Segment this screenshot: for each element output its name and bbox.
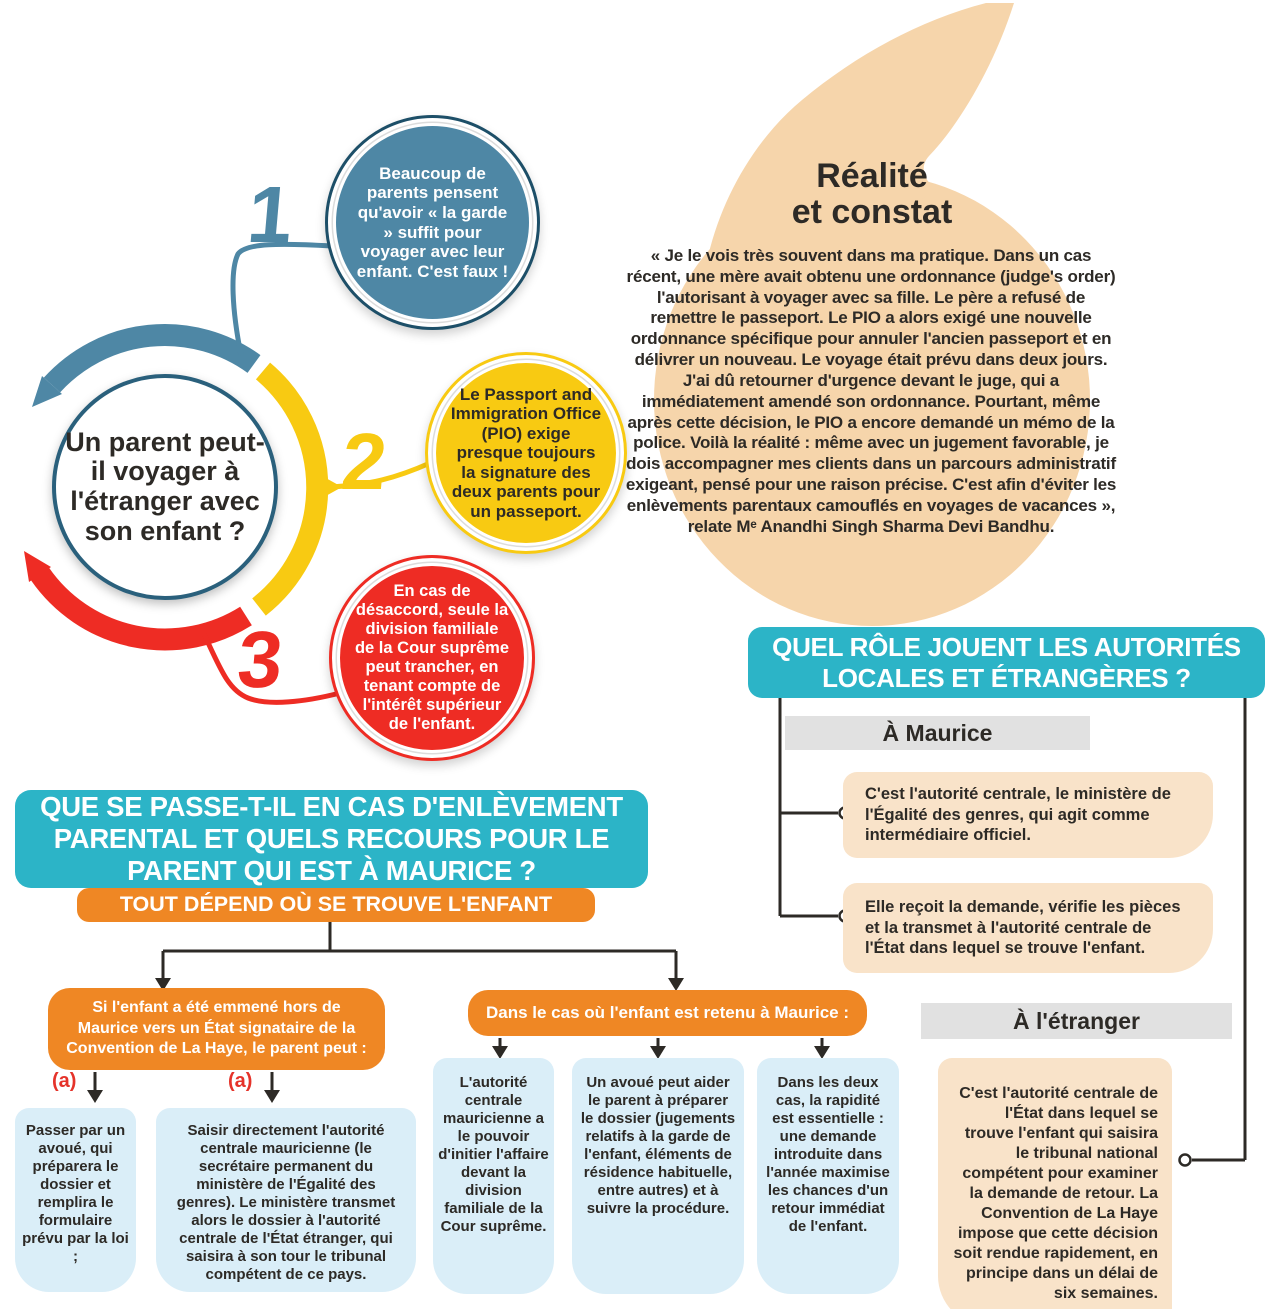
option-marker-a1: (a): [52, 1070, 77, 1092]
bubble-1: [325, 115, 540, 330]
maurice-option-2: Un avoué peut aider le parent à préparer le dossier (jugements relatifs à la garde de l'enfant, éléments de résidence habituelle, entre autres) et à suivre la procédure.: [572, 1058, 744, 1294]
central-question-text: Un parent peut-il voyager à l'étranger avec son enfant ?: [65, 426, 265, 546]
maurice-box-1: C'est l'autorité centrale, le ministère de l'Égalité des genres, qui agit comme intermédiaire officiel.: [843, 772, 1213, 858]
step-number-2: 2: [338, 417, 391, 506]
maurice-option-1: L'autorité centrale mauricienne a le pouvoir d'initier l'affaire devant la division familiale de la Cour suprême.: [433, 1058, 554, 1294]
reality-title-line2: et constat: [791, 193, 953, 232]
bubble-3: [329, 555, 535, 761]
step-number-1: 1: [244, 170, 297, 259]
maurice-branch-box: Dans le cas où l'enfant est retenu à Maurice :: [468, 990, 867, 1036]
maurice-box-2: Elle reçoit la demande, vérifie les pièces et la transmet à l'autorité centrale de l'État dans lequel se trouve l'enfant.: [843, 883, 1213, 973]
reality-title-line1: Réalité: [816, 157, 928, 195]
maurice-option-3: Dans les deux cas, la rapidité est essentielle : une demande introduite dans l'année maximise les chances d'un retour immédiat de l'enfant.: [757, 1058, 899, 1294]
abduction-subtitle-banner: TOUT DÉPEND OÙ SE TROUVE L'ENFANT: [77, 888, 595, 922]
hague-branch-box: Si l'enfant a été emmené hors de Maurice vers un État signataire de la Convention de La Haye, le parent peut :: [48, 988, 385, 1070]
step-number-3: 3: [234, 615, 287, 704]
roles-title-banner: QUEL RÔLE JOUENT LES AUTORITÉS LOCALES ET ÉTRANGÈRES ?: [748, 627, 1265, 698]
reality-title: [672, 158, 1072, 230]
reality-body: « Je le vois très souvent dans ma pratique. Dans un cas récent, une mère avait obtenu une ordonnance (judge's order) l'autorisant à voyager avec sa fille. Le père a refusé de remettre le passeport. Le PIO a alors exigé une nouvelle ordonnance spécifique pour annuler l'ancien passeport et en délivrer un nouveau. Le voyage était prévu dans deux jours. J'ai dû retourner d'urgence devant le juge, qui a immédiatement amendé son ordonnance. Pourtant, même après cette décision, le PIO a encore demandé un mémo de la police. Voilà la réalité : même avec un jugement favorable, je dois accompagner mes clients dans un parcours administratif exigeant, pensé pour une raison précise. C'est afin d'éviter les enlèvements parentaux camouflés en voyages de vacances », relate Mᵉ Anandhi Singh Sharma Devi Bandhu.: [625, 246, 1117, 536]
abduction-title-banner: QUE SE PASSE-T-IL EN CAS D'ENLÈVEMENT PARENTAL ET QUELS RECOURS POUR LE PARENT QUI EST À MAURICE ?: [15, 790, 648, 888]
hague-option-2: Saisir directement l'autorité centrale mauricienne (le secrétaire permanent du ministère de l'Égalité des genres). Le ministère transmet alors le dossier à l'autorité centrale de l'État étranger, qui saisira à son tour le tribunal compétent de ce pays.: [156, 1108, 416, 1292]
bubble-2: [425, 352, 627, 554]
bubble-2-text: Le Passport and Immigration Office (PIO) exige presque toujours la signature des deux parents pour un passeport.: [436, 363, 616, 543]
maurice-section-bar: À Maurice: [785, 716, 1090, 750]
hague-option-1: Passer par un avoué, qui préparera le dossier et remplira le formulaire prévu par la loi ;: [15, 1108, 136, 1292]
etranger-section-bar: À l'étranger: [921, 1003, 1232, 1039]
option-marker-a2: (a): [228, 1070, 253, 1092]
etranger-box: C'est l'autorité centrale de l'État dans lequel se trouve l'enfant qui saisira le tribunal national compétent pour examiner la demande de retour. La Convention de La Haye impose que cette décision soit rendue rapidement, en principe dans un délai de six semaines.: [938, 1058, 1172, 1309]
bubble-3-text: En cas de désaccord, seule la division familiale de la Cour suprême peut trancher, en tenant compte de l'intérêt supérieur de l'enfant.: [340, 566, 524, 750]
bubble-1-text: Beaucoup de parents pensent qu'avoir « la garde » suffit pour voyager avec leur enfant. C'est faux !: [336, 126, 529, 319]
